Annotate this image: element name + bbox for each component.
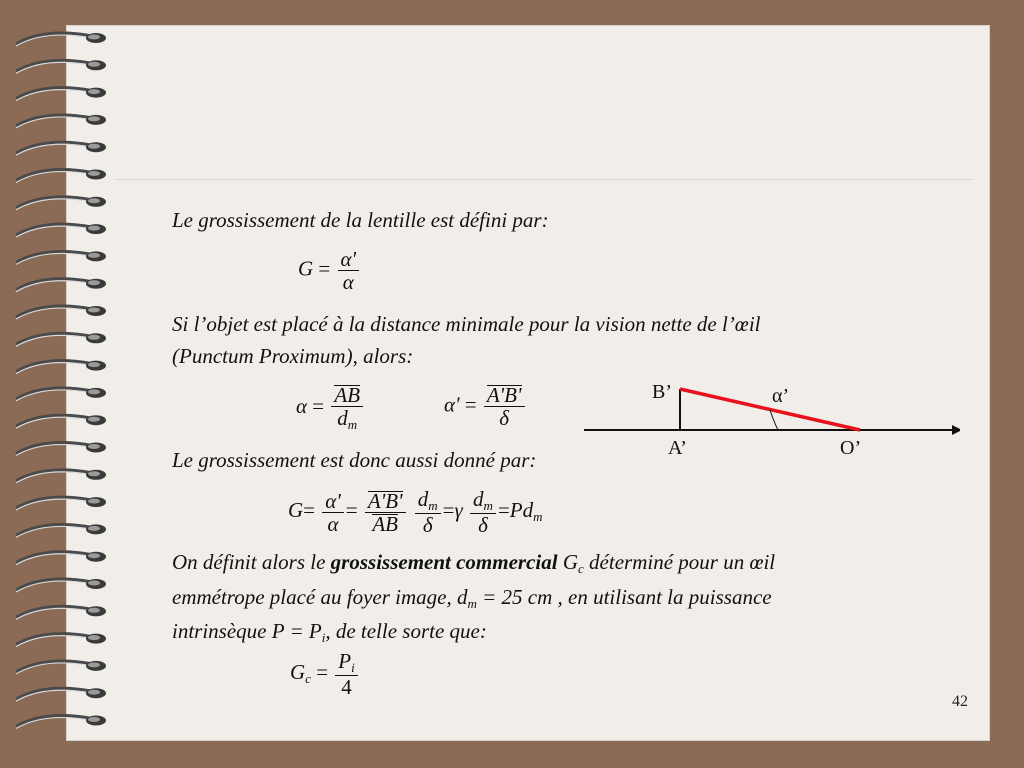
optics-diagram bbox=[580, 374, 960, 460]
eq3-result: Pd bbox=[509, 497, 534, 522]
label-b-prime: B’ bbox=[652, 381, 672, 403]
eq3-fraction-4 bbox=[470, 488, 496, 536]
equation-g-full bbox=[288, 488, 542, 536]
eq3-fraction-3 bbox=[415, 488, 441, 536]
equation-g-definition bbox=[298, 248, 361, 293]
para4-line2 bbox=[172, 585, 772, 611]
eq2a-numerator: AB bbox=[334, 383, 361, 407]
eq1-fraction bbox=[338, 248, 360, 293]
eq3-f3-numerator: d bbox=[417, 487, 429, 511]
eq3-equals-3: = bbox=[442, 497, 455, 522]
label-alpha-prime: α’ bbox=[772, 385, 790, 407]
eq3-f2-numerator: A'B' bbox=[367, 488, 403, 513]
eq3-equals-2: = bbox=[345, 497, 358, 522]
eq3-f1-numerator: α' bbox=[325, 488, 341, 513]
angle-arc bbox=[770, 410, 778, 430]
eq4-lhs-sub: c bbox=[305, 670, 311, 686]
eq3-result-sub: m bbox=[533, 508, 543, 524]
equation-gc bbox=[290, 650, 360, 698]
intro-text: Le grossissement de la lentille est défini par: bbox=[172, 208, 549, 232]
eq4-equals: = bbox=[316, 659, 329, 684]
eq1-numerator: α' bbox=[340, 247, 357, 271]
page-number: 42 bbox=[952, 693, 968, 710]
para4-gc-sub: c bbox=[578, 561, 584, 576]
para3-text: Le grossissement est donc aussi donné par: bbox=[172, 448, 537, 472]
eq4-numerator-sub: i bbox=[351, 660, 355, 675]
para4-pi-sub: i bbox=[321, 630, 326, 645]
eq1-denominator: α bbox=[338, 270, 360, 293]
para2-line2: (Punctum Proximum), alors: bbox=[172, 344, 414, 368]
para4-dm-sub: m bbox=[467, 596, 477, 611]
eq3-fraction-1 bbox=[322, 490, 344, 535]
para4-line3-end: , de telle sorte que: bbox=[325, 619, 487, 643]
label-a-prime: A’ bbox=[668, 437, 687, 459]
label-o-prime: O’ bbox=[840, 437, 862, 459]
eq4-lhs: G bbox=[290, 659, 306, 684]
eq4-fraction bbox=[335, 650, 357, 698]
para4-line1 bbox=[172, 550, 776, 576]
eq3-f3-denominator: δ bbox=[415, 513, 441, 536]
para4-line1-end: déterminé pour un œil bbox=[583, 550, 776, 574]
eq3-f2-denominator: AB bbox=[372, 511, 399, 536]
eq2b-numerator: A'B' bbox=[486, 383, 522, 407]
eq3-f1-denominator: α bbox=[322, 512, 344, 535]
eq2b-lhs: α' bbox=[444, 392, 460, 417]
para4-gc: G bbox=[557, 550, 579, 574]
eq1-lhs: G bbox=[298, 256, 314, 281]
equation-alpha-prime bbox=[444, 384, 527, 429]
eq3-f4-denominator: δ bbox=[470, 513, 496, 536]
eq4-numerator: P bbox=[338, 649, 352, 673]
para4-line2-end: = 25 cm , en utilisant la puissance bbox=[476, 585, 772, 609]
para4-line1-start: On définit alors le bbox=[172, 550, 331, 574]
eq4-denominator: 4 bbox=[335, 675, 357, 698]
term-grossissement-commercial: grossissement commercial bbox=[330, 550, 558, 574]
eq2a-denominator-sub: m bbox=[347, 417, 358, 432]
eq2a-fraction bbox=[331, 384, 363, 432]
eq3-equals-4: = bbox=[497, 497, 510, 522]
eq2b-fraction bbox=[484, 384, 525, 429]
eq3-fraction-2 bbox=[365, 490, 406, 535]
eq3-f4-numerator: d bbox=[473, 487, 484, 511]
eq2a-equals: = bbox=[312, 393, 325, 418]
axis-arrow-icon bbox=[952, 425, 960, 435]
eq2b-denominator: δ bbox=[484, 406, 525, 429]
eq3-lhs: G bbox=[288, 497, 304, 522]
eq3-f4-numerator-sub: m bbox=[483, 498, 493, 513]
header-divider bbox=[116, 179, 972, 180]
equation-alpha bbox=[296, 384, 365, 432]
para2-line1: Si l’objet est placé à la distance minimale pour la vision nette de l’œil bbox=[172, 312, 761, 336]
eq3-equals-1: = bbox=[303, 497, 316, 522]
para4-line3-start: intrinsèque P = P bbox=[172, 619, 322, 643]
eq2a-lhs: α bbox=[296, 393, 308, 418]
eq3-gamma: γ bbox=[454, 497, 463, 522]
light-ray bbox=[680, 389, 860, 430]
eq2a-denominator: d bbox=[337, 406, 348, 430]
para4-line2-start: emmétrope placé au foyer image, d bbox=[172, 585, 468, 609]
eq3-f3-numerator-sub: m bbox=[428, 498, 438, 513]
para4-line3 bbox=[172, 619, 487, 645]
spiral-binding bbox=[0, 0, 120, 768]
eq1-equals: = bbox=[318, 256, 331, 281]
eq2b-equals: = bbox=[464, 392, 477, 417]
